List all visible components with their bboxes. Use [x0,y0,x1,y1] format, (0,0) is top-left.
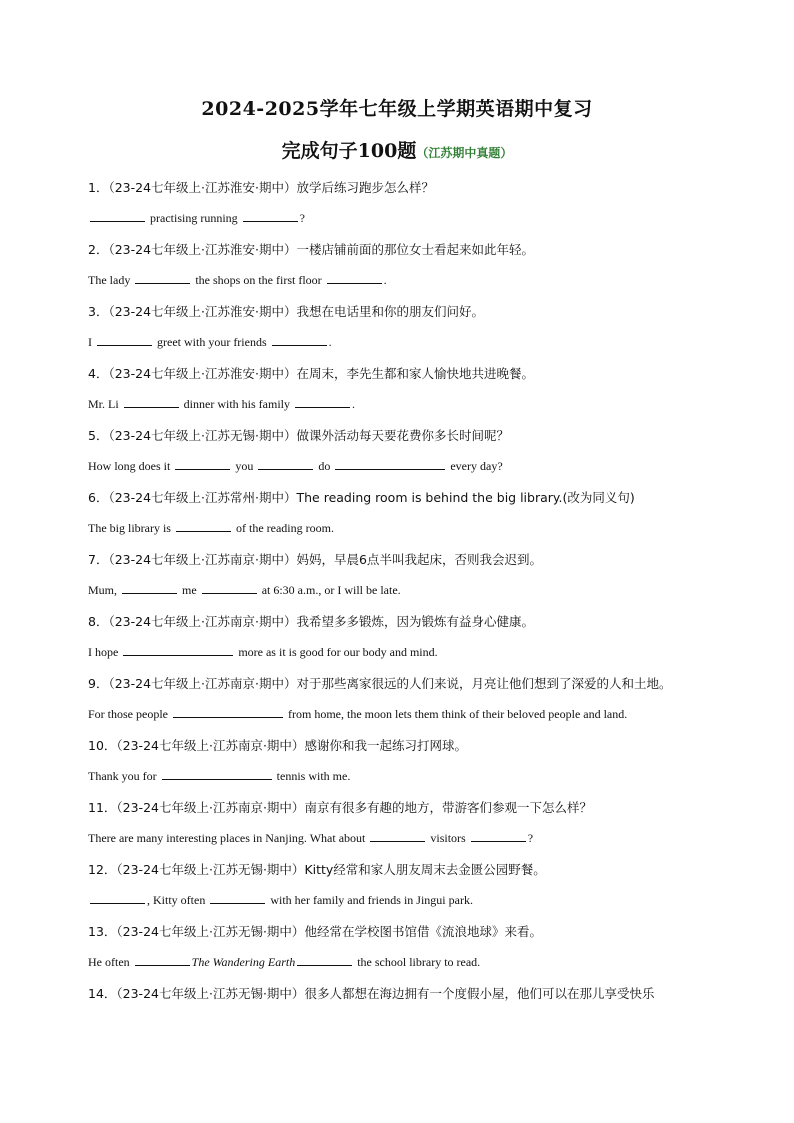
answer-line [88,265,718,296]
answer-text: the school library to read. [354,955,481,969]
question-number: 12． [88,862,117,877]
answer-line [88,327,718,358]
question-number: 3． [88,304,109,319]
answer-blank[interactable] [295,395,350,408]
question-prompt [88,544,718,575]
answer-blank[interactable] [122,581,177,594]
question-source: （23-24七年级上·江苏淮安·期中） [108,304,297,319]
answer-blank[interactable] [370,829,425,842]
answer-line [88,451,718,482]
question-text: 放学后练习跑步怎么样？ [296,180,434,195]
answer-blank[interactable] [272,333,327,346]
question-prompt [88,606,718,637]
question-source: （23-24七年级上·江苏常州·期中） [108,490,297,505]
question-text: The reading room is behind the big library.(改为同义句) [296,490,635,505]
question-number: 9． [88,676,109,691]
question-number: 4． [88,366,109,381]
answer-blank[interactable] [202,581,257,594]
question-number: 10． [88,738,117,753]
question-text: 感谢你和我一起练习打网球。 [304,738,467,753]
question-text: 妈妈，早晨6点半叫我起床，否则我会迟到。 [296,552,542,567]
answer-text: every day? [447,459,503,473]
question-prompt [88,234,718,265]
answer-text: practising running [147,211,241,225]
answer-blank[interactable] [297,953,352,966]
page-title: 2024-2025学年七年级上学期英语期中复习 [201,98,593,120]
question-source: （23-24七年级上·江苏南京·期中） [108,552,297,567]
question-text: 我想在电话里和你的朋友们问好。 [296,304,484,319]
answer-text: , Kitty often [147,893,209,907]
answer-line [88,203,718,234]
question-text: 在周末，李先生都和家人愉快地共进晚餐。 [296,366,534,381]
answer-text: more as it is good for our body and mind. [235,645,438,659]
question-number: 2． [88,242,109,257]
answer-blank[interactable] [335,457,445,470]
question-text: Kitty经常和家人朋友周末去金匮公园野餐。 [304,862,546,877]
answer-blank[interactable] [135,953,190,966]
answer-text: He often [88,955,133,969]
question-source: （23-24七年级上·江苏南京·期中） [116,800,305,815]
question-text: 很多人都想在海边拥有一个度假小屋，他们可以在那儿享受快乐 [304,986,655,1001]
answer-blank[interactable] [173,705,283,718]
answer-blank[interactable] [123,643,233,656]
answer-line [88,513,718,544]
question-source: （23-24七年级上·江苏无锡·期中） [116,924,305,939]
question-text: 做课外活动每天要花费你多长时间呢？ [296,428,509,443]
answer-text: I hope [88,645,122,659]
question-prompt [88,854,718,885]
page-subtitle [0,136,794,163]
question-number: 8． [88,614,109,629]
answer-text: me [179,583,200,597]
question-source: （23-24七年级上·江苏淮安·期中） [108,366,297,381]
answer-text: ? [527,831,534,845]
book-title: The Wandering Earth [191,955,296,969]
answer-text: with her family and friends in Jingui park. [267,893,473,907]
answer-text: . [352,397,355,411]
answer-text: . [383,273,387,287]
answer-blank[interactable] [175,457,230,470]
question-prompt [88,172,718,203]
question-number: 14． [88,986,117,1001]
question-text: 我希望多多锻炼，因为锻炼有益身心健康。 [296,614,534,629]
answer-text: greet with your friends [154,335,270,349]
answer-blank[interactable] [243,209,298,222]
answer-blank[interactable] [135,271,190,284]
answer-line [88,761,718,792]
question-number: 13． [88,924,117,939]
answer-text: ? [299,211,305,225]
question-source: （23-24七年级上·江苏南京·期中） [108,676,297,691]
answer-text: at 6:30 a.m., or I will be late. [258,583,401,597]
answer-text: tennis with me. [273,769,351,783]
answer-line [88,699,718,730]
answer-text: Mr. Li [88,397,122,411]
answer-blank[interactable] [210,891,265,904]
answer-text: The big library is [88,521,174,535]
question-source: （23-24七年级上·江苏无锡·期中） [116,986,305,1001]
answer-text: from home, the moon lets them think of their beloved people and land. [285,707,628,721]
question-source: （23-24七年级上·江苏淮安·期中） [108,242,297,257]
answer-text: . [328,335,332,349]
answer-text: you [232,459,257,473]
answer-blank[interactable] [90,209,145,222]
answer-text: There are many interesting places in Nanjing. What about [88,831,369,845]
question-source: （23-24七年级上·江苏无锡·期中） [108,428,297,443]
answer-text: the shops on the first floor [192,273,325,287]
answer-text: visitors [427,831,469,845]
question-source: （23-24七年级上·江苏南京·期中） [116,738,305,753]
answer-line [88,575,718,606]
answer-blank[interactable] [471,829,526,842]
answer-blank[interactable] [176,519,231,532]
answer-line [88,823,718,854]
answer-text: Thank you for [88,769,160,783]
answer-blank[interactable] [124,395,179,408]
answer-blank[interactable] [327,271,382,284]
question-source: （23-24七年级上·江苏无锡·期中） [116,862,305,877]
answer-line [88,947,718,978]
question-number: 6． [88,490,109,505]
question-list [88,172,718,1009]
question-prompt [88,296,718,327]
question-prompt [88,420,718,451]
answer-text: Mum, [88,583,121,597]
question-prompt [88,916,718,947]
question-source: （23-24七年级上·江苏南京·期中） [108,614,297,629]
question-number: 5． [88,428,109,443]
question-text: 对于那些离家很远的人们来说，月亮让他们想到了深爱的人和土地。 [296,676,672,691]
answer-blank[interactable] [90,891,145,904]
answer-line [88,637,718,668]
answer-blank[interactable] [258,457,313,470]
question-text: 一楼店铺前面的那位女士看起来如此年轻。 [296,242,534,257]
question-prompt [88,730,718,761]
answer-line [88,885,718,916]
subtitle-note: （江苏期中真题） [416,146,513,160]
answer-text: How long does it [88,459,174,473]
question-number: 1． [88,180,109,195]
answer-text: of the reading room. [232,521,334,535]
question-prompt [88,792,718,823]
answer-text: dinner with his family [180,397,293,411]
question-prompt [88,668,718,699]
answer-text: The lady [88,273,134,287]
question-number: 11． [88,800,117,815]
question-source: （23-24七年级上·江苏淮安·期中） [108,180,297,195]
answer-blank[interactable] [162,767,272,780]
answer-line [88,389,718,420]
answer-text: do [315,459,334,473]
subtitle-text: 完成句子100题 [281,140,417,162]
question-text: 他经常在学校图书馆借《流浪地球》来看。 [304,924,542,939]
answer-text: For those people [88,707,171,721]
question-prompt [88,358,718,389]
question-prompt [88,482,718,513]
question-number: 7． [88,552,109,567]
question-text: 南京有很多有趣的地方，带游客们参观一下怎么样？ [304,800,592,815]
question-prompt [88,978,718,1009]
answer-blank[interactable] [97,333,152,346]
answer-text: I [88,335,95,349]
